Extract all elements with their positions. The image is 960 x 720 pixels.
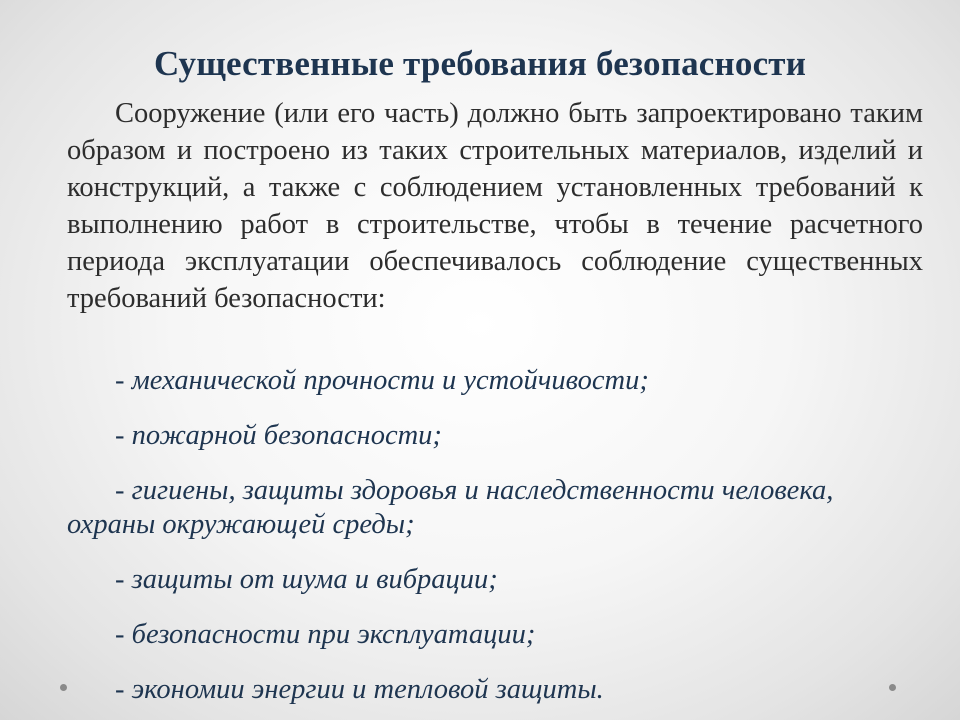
slide-title: Существенные требования безопасности <box>153 44 807 83</box>
list-item: - гигиены, защиты здоровья и наследственности человека, охраны окружающей среды; <box>67 475 834 540</box>
list-item: - экономии энергии и тепловой защиты. <box>115 674 604 705</box>
decorative-dot-left <box>60 684 67 691</box>
list-item: - безопасности при эксплуатации; <box>115 619 536 650</box>
list-item: - механической прочности и устойчивости; <box>115 365 649 396</box>
body-paragraph: Сооружение (или его часть) должно быть запроектировано таким образом и построено из таких строительных материалов, изделий и конструкций, а также с соблюдением установленных требований к выполнению работ в строительстве, чтобы в течение расчетного периода эксплуатации обеспечивалось соблюдение существенных требований безопасности: <box>67 98 923 314</box>
list-item: - защиты от шума и вибрации; <box>115 564 498 595</box>
decorative-dot-right <box>889 684 896 691</box>
list-item: - пожарной безопасности; <box>115 420 442 451</box>
requirements-list <box>67 360 923 707</box>
